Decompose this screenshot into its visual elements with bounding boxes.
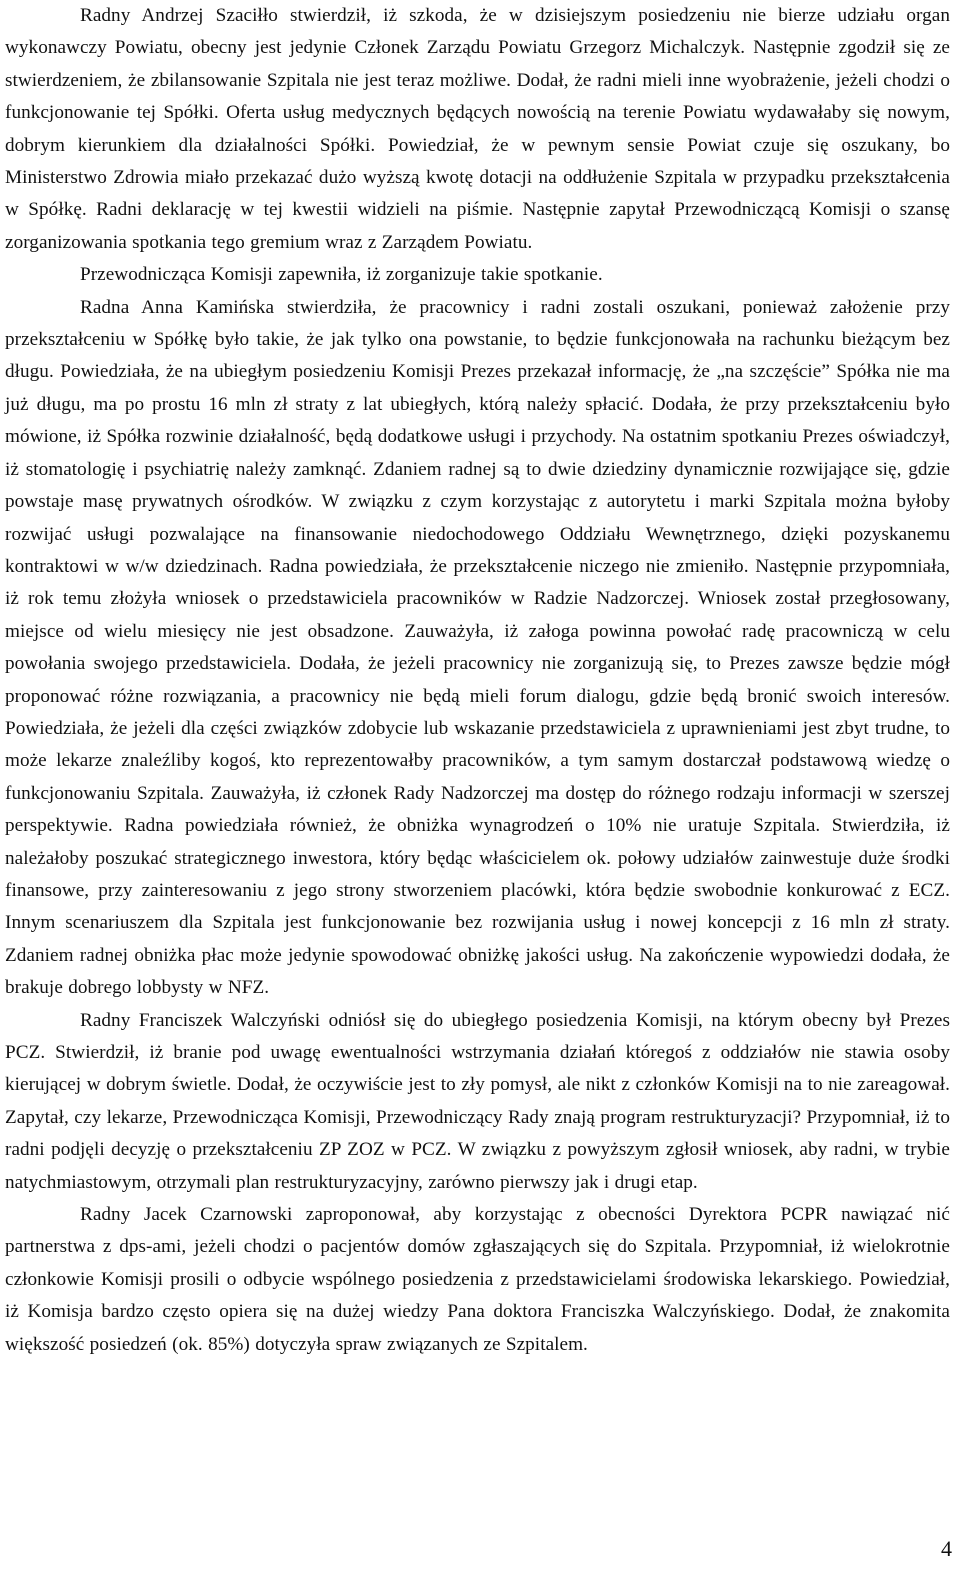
paragraph-walczynski: Radny Franciszek Walczyński odniósł się do ubiegłego posiedzenia Komisji, na którym obecny był Prezes PCZ. Stwierdził, iż branie pod uwagę ewentualności wstrzymania działań któregoś z oddziałów nie stawia osoby kierującej w dobrym świetle. Dodał, że oczywiście jest to zły pomysł, ale nikt z członków Komisji na to nie zareagował. Zapytał, czy lekarze, Przewodnicząca Komisji, Przewodniczący Rady znają program restrukturyzacji? Przypomniał, iż to radni podjęli decyzję o przekształceniu ZP ZOZ w PCZ. W związku z powyższym zgłosił wniosek, aby radni, w trybie natychmiastowym, otrzymali plan restrukturyzacyjny, zarówno pierwszy jak i drugi etap. bbox=[5, 1009, 950, 1193]
document-page bbox=[5, 0, 950, 1361]
paragraph-szacillo: Radny Andrzej Szaciłło stwierdził, iż szkoda, że w dzisiejszym posiedzeniu nie bierze udziału organ wykonawczy Powiatu, obecny jest jedynie Członek Zarządu Powiatu Grzegorz Michalczyk. Następnie zgodził się ze stwierdzeniem, że zbilansowanie Szpitala nie jest teraz możliwe. Dodał, że radni mieli inne wyobrażenie, jeżeli chodzi o funkcjonowanie tej Spółki. Oferta usług medycznych będących nowością na terenie Powiatu wydawałaby się nowym, dobrym kierunkiem dla działalności Spółki. Powiedział, że w pewnym sensie Powiat czuje się oszukany, bo Ministerstwo Zdrowia miało przekazać dużo wyższą kwotę dotacji na oddłużenie Szpitala w przypadku przekształcenia w Spółkę. Radni deklarację w tej kwestii widzieli na piśmie. Następnie zapytał Przewodniczącą Komisji o szansę zorganizowania spotkania tego gremium wraz z Zarządem Powiatu. bbox=[5, 5, 950, 253]
paragraph-kaminska: Radna Anna Kamińska stwierdziła, że pracownicy i radni zostali oszukani, ponieważ założenie przy przekształceniu w Spółkę było takie, że jak tylko ona powstanie, to będzie funkcjonowała na rachunku bieżącym bez długu. Powiedziała, że na ubiegłym posiedzeniu Komisji Prezes przekazał informację, że „na szczęście” Spółka nie ma już długu, ma po prostu 16 mln zł straty z lat ubiegłych, którą należy spłacić. Dodała, że przy przekształceniu było mówione, iż Spółka rozwinie działalność, będą dodatkowe usługi i przychody. Na ostatnim spotkaniu Prezes oświadczył, iż stomatologię i psychiatrię należy zamknąć. Zdaniem radnej są to dwie dziedziny dynamicznie rozwijające się, gdzie powstaje masę prywatnych ośrodków. W związku z czym korzystając z autorytetu i marki Szpitala można byłoby rozwijać usługi pozwalające na finansowanie niedochodowego Oddziału Wewnętrznego, dzięki pozyskanemu kontraktowi w w/w dziedzinach. Radna powiedziała, że przekształcenie niczego nie zmieniło. Następnie przypomniała, iż rok temu złożyła wniosek o przedstawiciela pracowników w Radzie Nadzorczej. Wniosek został przegłosowany, miejsce od wielu miesięcy nie jest obsadzone. Zauważyła, iż załoga powinna powołać radę pracowniczą w celu powołania swojego przedstawiciela. Dodała, że jeżeli pracownicy nie zorganizują się, to Prezes zawsze będzie mógł proponować różne rozwiązania, a pracownicy nie będą mieli forum dialogu, gdzie będą bronić swoich interesów. Powiedziała, że jeżeli dla części związków zdobycie lub wskazanie przedstawiciela z uprawnieniami jest zbyt trudne, to może lekarze znaleźliby kogoś, kto reprezentowałby pracowników, a tym samym dostarczał podstawową wiedzę o funkcjonowaniu Szpitala. Zauważyła, iż członek Rady Nadzorczej ma dostęp do różnego rodzaju informacji w szerszej perspektywie. Radna powiedziała również, że obniżka wynagrodzeń o 10% nie uratuje Szpitala. Stwierdziła, iż należałoby poszukać strategicznego inwestora, który będąc właścicielem ok. połowy udziałów zainwestuje duże środki finansowe, przy zainteresowaniu z jego strony stworzeniem placówki, która będzie swobodnie konkurować z ECZ. Innym scenariuszem dla Szpitala jest funkcjonowanie bez rozwijania usług i nowej koncepcji z 16 mln zł straty. Zdaniem radnej obniżka płac może jedynie spowodować obniżkę jakości usług. Na zakończenie wypowiedzi dodała, że brakuje dobrego lobbysty w NFZ. bbox=[5, 296, 950, 999]
paragraph-przewodniczaca: Przewodnicząca Komisji zapewniła, iż zorganizuje takie spotkanie. bbox=[80, 264, 603, 286]
page-number: 4 bbox=[941, 1536, 952, 1561]
paragraph-czarnowski: Radny Jacek Czarnowski zaproponował, aby korzystając z obecności Dyrektora PCPR nawiązać nić partnerstwa z dps-ami, jeżeli chodzi o pacjentów domów zgłaszających się do Szpitala. Przypomniał, iż wielokrotnie członkowie Komisji prosili o odbycie wspólnego posiedzenia z przedstawicielami środowiska lekarskiego. Powiedział, iż Komisja bardzo często opiera się na dużej wiedzy Pana doktora Franciszka Walczyńskiego. Dodał, że znakomita większość posiedzeń (ok. 85%) dotyczyła spraw związanych ze Szpitalem. bbox=[5, 1204, 950, 1355]
